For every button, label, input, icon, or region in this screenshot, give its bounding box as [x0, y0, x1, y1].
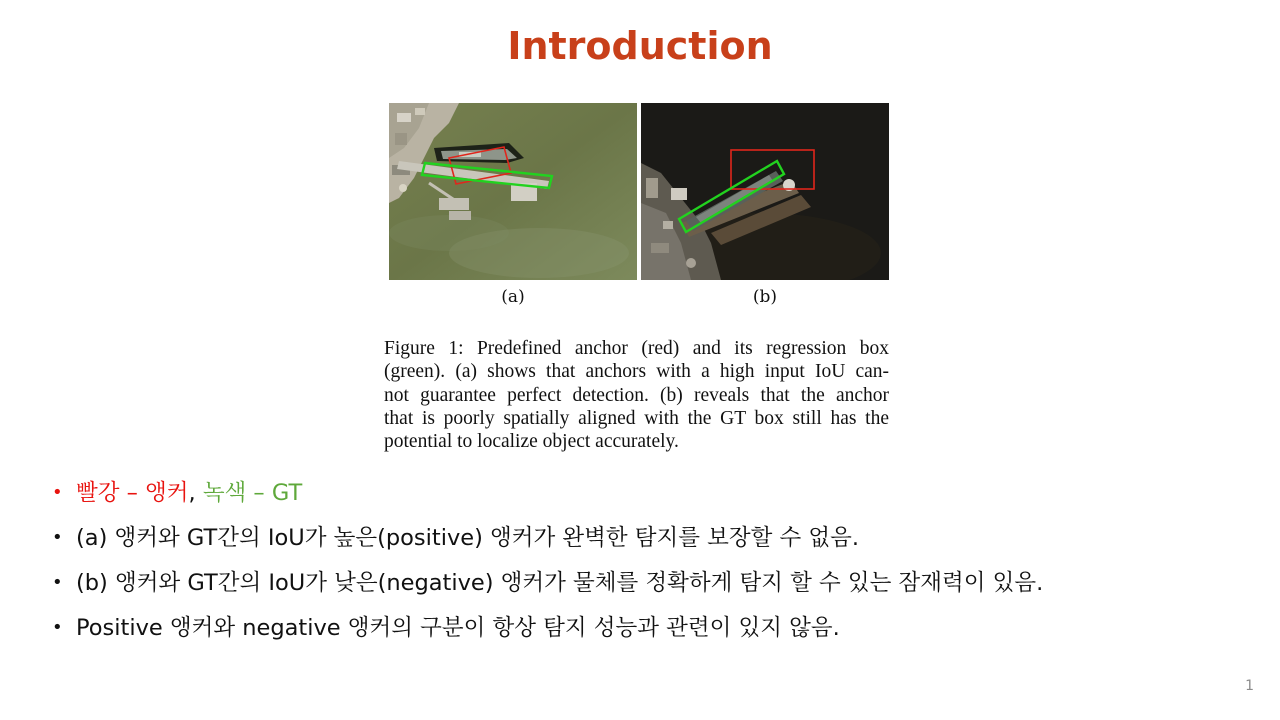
bullet-dot: • — [52, 617, 63, 638]
bullet-list — [50, 476, 1260, 656]
figure-panel-a-image — [389, 103, 637, 280]
figure-panel-b-image — [641, 103, 889, 280]
figure-caption — [384, 337, 889, 453]
legend-separator: , — [188, 480, 203, 506]
bullet-legend — [50, 476, 1260, 521]
caption-line: (green). (a) shows that anchors with a high input IoU can- — [384, 361, 889, 383]
caption-line: Figure 1: Predefined anchor (red) and its regression box — [384, 338, 889, 359]
bullet-text: Positive 앵커와 negative 앵커의 구분이 항상 탐지 성능과 관련이 있지 않음. — [76, 615, 840, 641]
legend-green-gt: 녹색 – GT — [202, 480, 303, 506]
figure-sub-label-a: (a) — [501, 287, 525, 307]
bullet-text: (b) 앵커와 GT간의 IoU가 낮은(negative) 앵커가 물체를 정확하게 탐지 할 수 있는 잠재력이 있음. — [76, 570, 1044, 596]
bullet-item — [50, 566, 1260, 611]
slide-title: Introduction — [507, 24, 773, 68]
aerial-photo-a — [389, 103, 637, 280]
bullet-item — [50, 521, 1260, 566]
bullet-item — [50, 611, 1260, 656]
caption-line: that is poorly spatially aligned with the GT box still has the — [384, 407, 889, 429]
bullet-text: (a) 앵커와 GT간의 IoU가 높은(positive) 앵커가 완벽한 탐지를 보장할 수 없음. — [76, 525, 859, 551]
legend-red-anchor: 빨강 – 앵커 — [76, 480, 189, 506]
bullet-dot: • — [52, 482, 63, 503]
figure-sub-label-b: (b) — [752, 287, 778, 307]
bullet-dot: • — [52, 572, 63, 593]
page-number: 1 — [1245, 678, 1254, 694]
caption-line: not guarantee perfect detection. (b) reveals that the anchor — [384, 384, 889, 406]
bullet-dot: • — [52, 527, 63, 548]
aerial-photo-b — [641, 103, 889, 280]
caption-line: potential to localize object accurately. — [384, 431, 679, 453]
